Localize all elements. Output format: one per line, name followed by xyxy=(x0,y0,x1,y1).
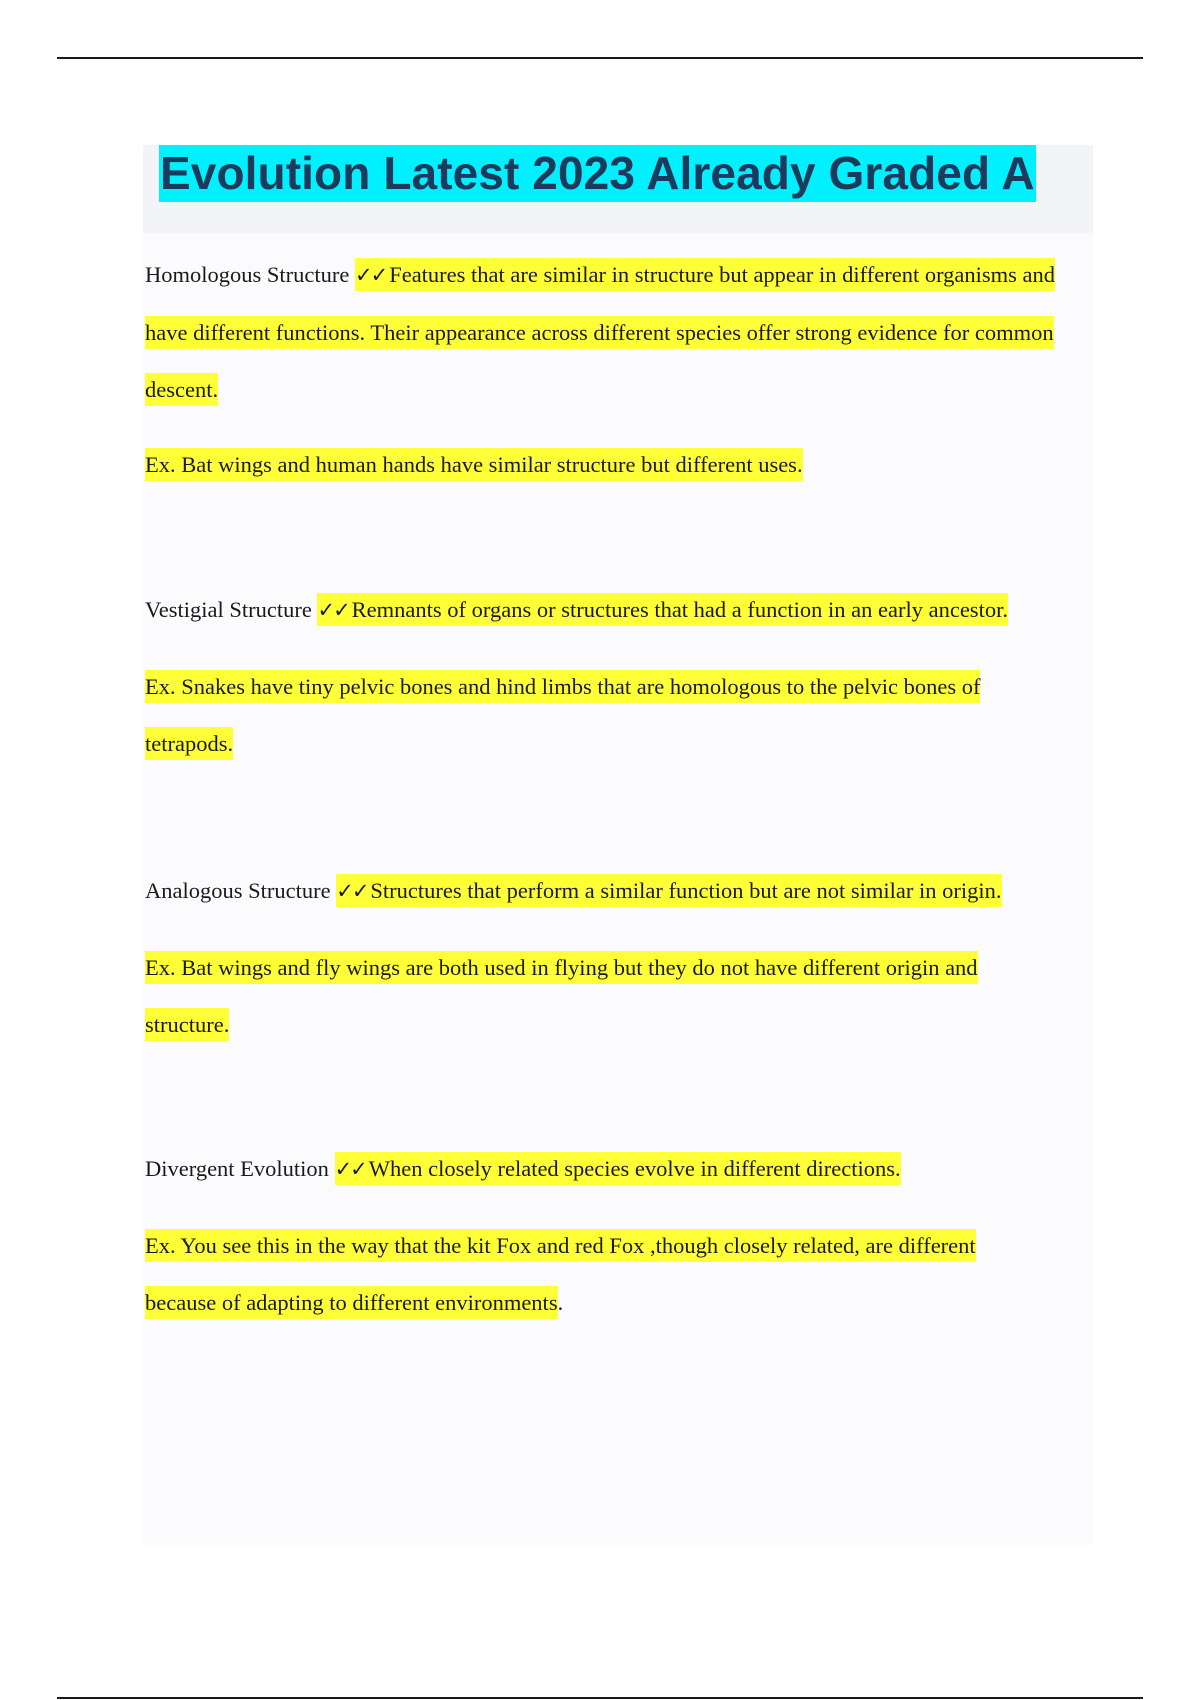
example-analogous xyxy=(145,939,1045,1053)
example-divergent xyxy=(145,1217,1045,1331)
term-divergent: Divergent Evolution xyxy=(145,1156,329,1181)
term-homologous: Homologous Structure xyxy=(145,262,350,287)
entry-divergent xyxy=(145,1140,1091,1198)
example-vestigial xyxy=(145,658,1045,772)
document-page xyxy=(143,145,1093,1545)
term-vestigial: Vestigial Structure xyxy=(145,597,312,622)
entry-homologous xyxy=(145,246,1091,418)
definition-divergent xyxy=(335,1152,901,1185)
double-check-icon: ✓✓ xyxy=(336,879,368,903)
entry-vestigial xyxy=(145,581,1091,639)
top-rule xyxy=(57,57,1143,59)
double-check-icon: ✓✓ xyxy=(334,1157,366,1181)
example-text: Ex. You see this in the way that the kit Fox and red Fox ,though closely related, are different because of adapting to different environments xyxy=(145,1229,976,1319)
bottom-rule xyxy=(57,1697,1143,1699)
example-homologous xyxy=(145,436,1091,493)
definition-analogous xyxy=(336,874,1001,907)
definition-vestigial xyxy=(317,593,1007,626)
double-check-icon: ✓✓ xyxy=(317,598,349,622)
definition-text: Remnants of organs or structures that had a function in an early ancestor. xyxy=(351,597,1008,622)
example-text: Ex. Bat wings and fly wings are both used in flying but they do not have different origin and structure. xyxy=(145,951,978,1041)
definition-text: When closely related species evolve in different directions. xyxy=(368,1156,901,1181)
example-text: Ex. Bat wings and human hands have similar structure but different uses. xyxy=(145,448,803,481)
definition-text: Features that are similar in structure but appear in different organisms and have different functions. Their appearance across different species offer strong evidence for common descent. xyxy=(145,262,1056,402)
document-title: Evolution Latest 2023 Already Graded A xyxy=(159,145,1036,202)
example-trailing-period: . xyxy=(557,1290,564,1315)
term-analogous: Analogous Structure xyxy=(145,878,331,903)
example-text: Ex. Snakes have tiny pelvic bones and hind limbs that are homologous to the pelvic bones of tetrapods. xyxy=(145,670,980,760)
entry-analogous xyxy=(145,862,1091,920)
double-check-icon: ✓✓ xyxy=(354,263,387,287)
definition-text: Structures that perform a similar function but are not similar in origin. xyxy=(370,878,1002,903)
